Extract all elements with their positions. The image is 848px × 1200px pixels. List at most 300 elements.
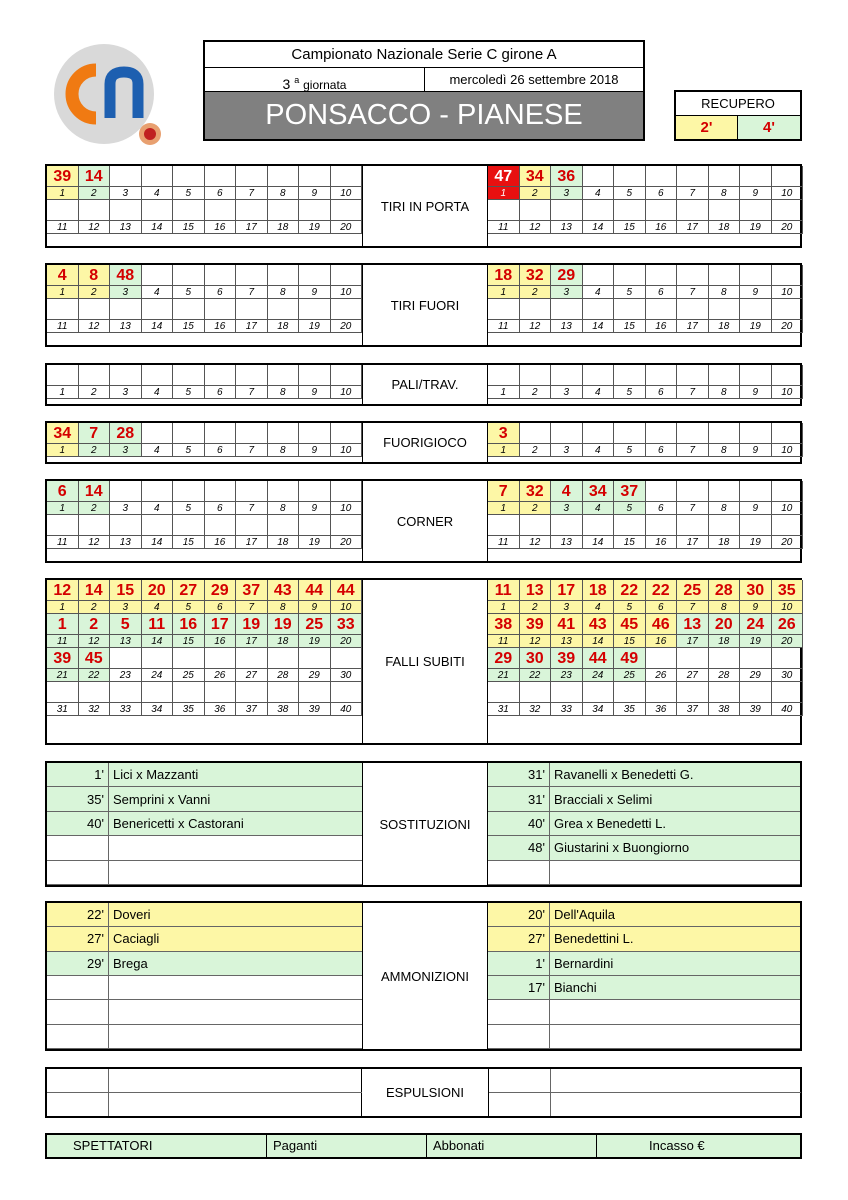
home-value-cell: [299, 481, 331, 502]
home-slot-index: 2: [79, 444, 111, 457]
home-value-cell: [173, 265, 205, 286]
away-slot-index: 10: [772, 601, 804, 614]
list-item: [488, 927, 800, 951]
away-slot-index: 6: [646, 502, 678, 515]
home-value-cell: 34: [47, 423, 79, 444]
home-slot-index: 10: [331, 502, 363, 515]
home-slot-index: 20: [331, 536, 363, 549]
home-value-cell: [142, 423, 174, 444]
home-value-cell: 27: [173, 580, 205, 601]
home-value-cell: [236, 265, 268, 286]
away-value-cell: 49: [614, 648, 646, 669]
list-item: [47, 861, 362, 885]
home-value-cell: 14: [79, 481, 111, 502]
home-slot-index: 19: [299, 536, 331, 549]
away-slot-index: 12: [520, 320, 552, 333]
away-value-cell: [583, 166, 615, 187]
away-value-cell: 32: [520, 265, 552, 286]
player-names: Bianchi: [554, 980, 597, 996]
away-slot-index: 14: [583, 536, 615, 549]
home-slot-index: 18: [268, 320, 300, 333]
list-item: [47, 763, 362, 787]
away-value-cell: [772, 365, 804, 386]
home-value-cell: 7: [79, 423, 111, 444]
player-names: Doveri: [113, 907, 151, 923]
home-slot-index: 3: [110, 502, 142, 515]
home-slot-index: 18: [268, 536, 300, 549]
away-slot-index: 19: [740, 221, 772, 234]
home-value-cell: 14: [79, 166, 111, 187]
away-slot-index: 15: [614, 635, 646, 648]
home-slot-index: 2: [79, 187, 111, 200]
away-value-cell: 34: [583, 481, 615, 502]
home-value-cell: [268, 299, 300, 320]
home-value-cell: [236, 365, 268, 386]
away-value-cell: 22: [614, 580, 646, 601]
list-item: [47, 952, 362, 976]
home-value-cell: 28: [110, 423, 142, 444]
away-value-cell: 32: [520, 481, 552, 502]
home-value-cell: [331, 299, 363, 320]
away-slot-index: 11: [488, 221, 520, 234]
home-slot-index: 1: [47, 386, 79, 399]
home-slot-index: 16: [205, 536, 237, 549]
home-slot-index: 20: [331, 221, 363, 234]
away-value-cell: [551, 299, 583, 320]
player-names: Giustarini x Buongiorno: [554, 840, 690, 856]
home-value-cell: [299, 265, 331, 286]
away-value-cell: 22: [646, 580, 678, 601]
away-slot-index: 2: [520, 444, 552, 457]
recupero-label: RECUPERO: [676, 92, 800, 116]
round-word: giornata: [303, 77, 347, 92]
away-value-cell: 44: [583, 648, 615, 669]
away-slot-index: 19: [740, 320, 772, 333]
home-value-cell: 12: [47, 580, 79, 601]
away-value-cell: [709, 265, 741, 286]
away-slot-index: 15: [614, 221, 646, 234]
away-value-cell: [614, 265, 646, 286]
home-slot-index: 4: [142, 601, 174, 614]
away-value-cell: [583, 200, 615, 221]
home-slot-index: 38: [268, 703, 300, 716]
away-value-cell: 43: [583, 614, 615, 635]
minute: 20': [488, 903, 550, 926]
home-slot-index: 36: [205, 703, 237, 716]
home-value-cell: [173, 682, 205, 703]
away-value-cell: [709, 682, 741, 703]
away-value-cell: [614, 166, 646, 187]
home-slot-index: 4: [142, 187, 174, 200]
away-value-cell: 29: [488, 648, 520, 669]
home-value-cell: [236, 423, 268, 444]
home-slot-index: 10: [331, 286, 363, 299]
away-value-cell: [488, 365, 520, 386]
away-slot-index: 8: [709, 601, 741, 614]
away-value-cell: [583, 265, 615, 286]
home-value-cell: [268, 682, 300, 703]
minute: [47, 1025, 109, 1048]
away-slot-index: 17: [677, 635, 709, 648]
home-slot-index: 6: [205, 502, 237, 515]
home-slot-index: 15: [173, 221, 205, 234]
away-value-cell: [740, 423, 772, 444]
home-slot-index: 3: [110, 187, 142, 200]
away-value-cell: 4: [551, 481, 583, 502]
away-value-cell: [520, 423, 552, 444]
home-slot-index: 3: [110, 601, 142, 614]
home-value-cell: [47, 299, 79, 320]
away-value-cell: [677, 682, 709, 703]
away-slot-index: 2: [520, 502, 552, 515]
list-item: [47, 927, 362, 951]
away-value-cell: 25: [677, 580, 709, 601]
player-names: [554, 861, 800, 884]
away-value-cell: 35: [772, 580, 804, 601]
home-value-cell: [268, 200, 300, 221]
home-value-cell: 39: [47, 648, 79, 669]
away-slot-index: 13: [551, 635, 583, 648]
home-value-cell: 17: [205, 614, 237, 635]
home-slot-index: 3: [110, 386, 142, 399]
home-value-cell: 48: [110, 265, 142, 286]
minute: 35': [47, 787, 109, 810]
away-slot-index: 18: [709, 221, 741, 234]
home-value-cell: 14: [79, 580, 111, 601]
away-slot-index: 4: [583, 444, 615, 457]
home-slot-index: 9: [299, 386, 331, 399]
away-value-cell: [772, 481, 804, 502]
footer-bar: [45, 1133, 802, 1159]
away-value-cell: [677, 481, 709, 502]
home-slot-index: 13: [110, 536, 142, 549]
home-slot-index: 17: [236, 320, 268, 333]
home-slot-index: 2: [79, 502, 111, 515]
home-value-cell: [299, 166, 331, 187]
away-value-cell: [677, 265, 709, 286]
list-item: [47, 1000, 362, 1024]
player-names: Bernardini: [554, 955, 614, 971]
home-value-cell: [236, 648, 268, 669]
home-value-cell: [331, 200, 363, 221]
away-value-cell: 34: [520, 166, 552, 187]
away-slot-index: 15: [614, 320, 646, 333]
home-value-cell: [236, 166, 268, 187]
away-slot-index: 8: [709, 386, 741, 399]
home-value-cell: 29: [205, 580, 237, 601]
away-value-cell: [520, 682, 552, 703]
away-slot-index: 5: [614, 187, 646, 200]
player-names: Bracciali x Selimi: [554, 791, 653, 807]
home-value-cell: 8: [79, 265, 111, 286]
away-slot-index: 8: [709, 502, 741, 515]
home-value-cell: [268, 265, 300, 286]
list-item: [47, 1025, 362, 1049]
away-value-cell: [488, 515, 520, 536]
minute: 1': [488, 952, 550, 975]
home-value-cell: [142, 166, 174, 187]
home-slot-index: 13: [110, 221, 142, 234]
home-value-cell: [205, 265, 237, 286]
away-slot-index: 12: [520, 635, 552, 648]
league-title: Campionato Nazionale Serie C girone A: [205, 42, 643, 68]
home-value-cell: 45: [79, 648, 111, 669]
home-value-cell: [110, 648, 142, 669]
home-value-cell: [205, 200, 237, 221]
player-names: Lici x Mazzanti: [113, 767, 199, 783]
player-names: Dell'Aquila: [554, 907, 616, 923]
home-value-cell: [47, 682, 79, 703]
away-value-cell: [772, 299, 804, 320]
away-slot-index: 19: [740, 635, 772, 648]
home-value-cell: [236, 682, 268, 703]
away-slot-index: 12: [520, 536, 552, 549]
away-slot-index: 5: [614, 286, 646, 299]
home-slot-index: 17: [236, 536, 268, 549]
away-slot-index: 18: [709, 536, 741, 549]
away-value-cell: 13: [520, 580, 552, 601]
home-value-cell: [331, 682, 363, 703]
away-value-cell: [520, 299, 552, 320]
home-value-cell: [268, 423, 300, 444]
away-slot-index: 10: [772, 187, 804, 200]
away-value-cell: [646, 365, 678, 386]
home-slot-index: 10: [331, 444, 363, 457]
away-slot-index: 18: [709, 635, 741, 648]
home-slot-index: 1: [47, 601, 79, 614]
home-value-cell: [110, 682, 142, 703]
away-slot-index: 31: [488, 703, 520, 716]
home-slot-index: 5: [173, 502, 205, 515]
home-value-cell: [236, 515, 268, 536]
player-names: [113, 861, 362, 884]
home-slot-index: 8: [268, 187, 300, 200]
list-item: [488, 787, 800, 811]
list-item: [47, 787, 362, 811]
away-slot-index: 2: [520, 386, 552, 399]
away-slot-index: 28: [709, 669, 741, 682]
away-slot-index: 34: [583, 703, 615, 716]
away-value-cell: [646, 682, 678, 703]
home-value-cell: [331, 481, 363, 502]
away-value-cell: [646, 423, 678, 444]
home-value-cell: [79, 682, 111, 703]
stat-label: FUORIGIOCO: [362, 423, 488, 462]
away-value-cell: 37: [614, 481, 646, 502]
away-value-cell: [772, 682, 804, 703]
away-slot-index: 22: [520, 669, 552, 682]
home-value-cell: [79, 299, 111, 320]
away-slot-index: 19: [740, 536, 772, 549]
away-slot-index: 17: [677, 320, 709, 333]
home-slot-index: 6: [205, 187, 237, 200]
away-slot-index: 3: [551, 444, 583, 457]
home-value-cell: [47, 515, 79, 536]
home-value-cell: [236, 299, 268, 320]
section-ammonizioni: [45, 901, 802, 1051]
player-names: Ravanelli x Benedetti G.: [554, 767, 694, 783]
list-item: [47, 812, 362, 836]
away-value-cell: 18: [488, 265, 520, 286]
home-value-cell: [173, 299, 205, 320]
home-slot-index: 5: [173, 601, 205, 614]
minute: 31': [488, 787, 550, 810]
home-slot-index: 9: [299, 444, 331, 457]
home-slot-index: 11: [47, 635, 79, 648]
away-slot-index: 11: [488, 320, 520, 333]
away-slot-index: 3: [551, 601, 583, 614]
home-slot-index: 33: [110, 703, 142, 716]
home-slot-index: 23: [110, 669, 142, 682]
home-value-cell: [110, 299, 142, 320]
away-slot-index: 4: [583, 601, 615, 614]
home-slot-index: 14: [142, 320, 174, 333]
home-value-cell: [299, 423, 331, 444]
away-value-cell: [677, 423, 709, 444]
away-slot-index: 20: [772, 635, 804, 648]
away-value-cell: [614, 365, 646, 386]
away-value-cell: [772, 166, 804, 187]
away-slot-index: 10: [772, 444, 804, 457]
home-value-cell: 25: [299, 614, 331, 635]
away-value-cell: 11: [488, 580, 520, 601]
home-slot-index: 1: [47, 502, 79, 515]
home-slot-index: 3: [110, 444, 142, 457]
home-slot-index: 6: [205, 286, 237, 299]
recupero-second-half: 4': [738, 116, 800, 139]
away-slot-index: 36: [646, 703, 678, 716]
home-slot-index: 17: [236, 635, 268, 648]
away-value-cell: [709, 166, 741, 187]
away-slot-index: 14: [583, 221, 615, 234]
stat-label: TIRI IN PORTA: [362, 166, 488, 246]
home-value-cell: [299, 299, 331, 320]
away-value-cell: [488, 200, 520, 221]
home-value-cell: [205, 166, 237, 187]
away-value-cell: [772, 515, 804, 536]
home-slot-index: 20: [331, 635, 363, 648]
away-value-cell: [583, 365, 615, 386]
home-slot-index: 29: [299, 669, 331, 682]
away-slot-index: 29: [740, 669, 772, 682]
home-slot-index: 26: [205, 669, 237, 682]
home-slot-index: 17: [236, 221, 268, 234]
away-slot-index: 14: [583, 320, 615, 333]
away-slot-index: 10: [772, 286, 804, 299]
away-value-cell: [583, 682, 615, 703]
list-item: [488, 976, 800, 1000]
away-slot-index: 30: [772, 669, 804, 682]
home-slot-index: 9: [299, 601, 331, 614]
home-value-cell: [142, 515, 174, 536]
stat-label: CORNER: [362, 481, 488, 561]
home-slot-index: 27: [236, 669, 268, 682]
away-value-cell: [551, 200, 583, 221]
minute: 17': [488, 976, 550, 999]
home-slot-index: 18: [268, 221, 300, 234]
away-slot-index: 9: [740, 601, 772, 614]
minute: [47, 1000, 109, 1023]
away-slot-index: 18: [709, 320, 741, 333]
minute: 48': [488, 836, 550, 859]
away-value-cell: [740, 299, 772, 320]
home-slot-index: 14: [142, 536, 174, 549]
home-value-cell: [110, 200, 142, 221]
away-slot-index: 21: [488, 669, 520, 682]
home-slot-index: 16: [205, 320, 237, 333]
away-value-cell: 39: [551, 648, 583, 669]
away-value-cell: [740, 265, 772, 286]
home-slot-index: 7: [236, 386, 268, 399]
home-slot-index: 34: [142, 703, 174, 716]
away-value-cell: [772, 200, 804, 221]
stat-label: PALI/TRAV.: [362, 365, 488, 404]
minute: [47, 861, 109, 884]
minute: 40': [488, 812, 550, 835]
away-slot-index: 7: [677, 444, 709, 457]
away-value-cell: [709, 423, 741, 444]
home-value-cell: [110, 515, 142, 536]
home-value-cell: [173, 166, 205, 187]
away-value-cell: [740, 166, 772, 187]
logo: [46, 42, 166, 152]
home-value-cell: [110, 166, 142, 187]
section-tiri-fuori: [45, 263, 802, 347]
away-slot-index: 9: [740, 502, 772, 515]
away-slot-index: 1: [488, 286, 520, 299]
ammonizioni-home-list: [47, 903, 362, 1049]
home-value-cell: [331, 166, 363, 187]
home-slot-index: 1: [47, 187, 79, 200]
away-slot-index: 16: [646, 635, 678, 648]
away-slot-index: 5: [614, 502, 646, 515]
away-value-cell: [709, 365, 741, 386]
minute: [488, 1000, 550, 1023]
recupero-box: [674, 90, 802, 141]
away-slot-index: 2: [520, 601, 552, 614]
away-value-cell: [677, 166, 709, 187]
home-slot-index: 6: [205, 444, 237, 457]
cn-logo-icon: [46, 42, 166, 152]
home-slot-index: 25: [173, 669, 205, 682]
away-slot-index: 3: [551, 286, 583, 299]
away-slot-index: 16: [646, 221, 678, 234]
away-value-cell: [646, 299, 678, 320]
away-slot-index: 8: [709, 444, 741, 457]
home-value-cell: [268, 481, 300, 502]
list-item: [488, 861, 800, 885]
espulsioni-label: ESPULSIONI: [385, 1085, 465, 1100]
home-value-cell: [331, 648, 363, 669]
home-slot-index: 10: [331, 386, 363, 399]
away-value-cell: [583, 423, 615, 444]
away-slot-index: 8: [709, 286, 741, 299]
away-value-cell: 26: [772, 614, 804, 635]
minute: 31': [488, 763, 550, 786]
home-value-cell: [205, 682, 237, 703]
away-value-cell: [646, 265, 678, 286]
away-slot-index: 13: [551, 536, 583, 549]
ammonizioni-label: AMMONIZIONI: [362, 903, 488, 1049]
home-slot-index: 11: [47, 320, 79, 333]
home-value-cell: [173, 423, 205, 444]
home-value-cell: [47, 200, 79, 221]
home-slot-index: 4: [142, 444, 174, 457]
home-slot-index: 7: [236, 502, 268, 515]
away-value-cell: [520, 200, 552, 221]
home-slot-index: 10: [331, 187, 363, 200]
stat-label: FALLI SUBITI: [362, 580, 488, 743]
